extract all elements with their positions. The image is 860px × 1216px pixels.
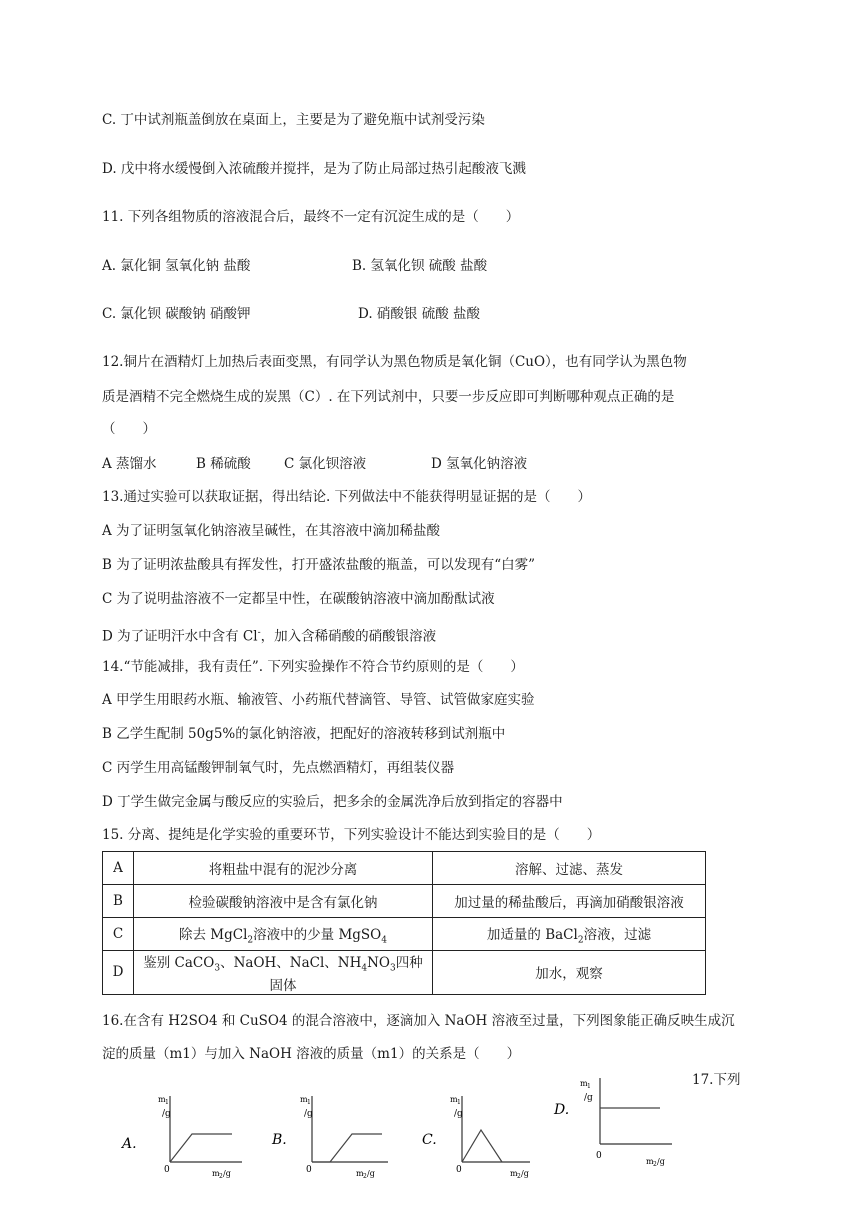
method-part: 溶液，过滤 bbox=[583, 926, 652, 943]
purpose-subscript: 3 bbox=[390, 963, 396, 974]
purpose-part: 溶液中的少量 MgSO bbox=[253, 926, 382, 943]
x-axis-label: m bbox=[212, 1169, 220, 1178]
question-14-option-d: D 丁学生做完金属与酸反应的实验后，把多余的金属洗净后放到指定的容器中 bbox=[102, 794, 563, 810]
y-axis-unit: /g bbox=[584, 1093, 593, 1103]
purpose-part: 除去 MgCl bbox=[179, 926, 248, 943]
purpose-part: 鉴别 CaCO bbox=[143, 955, 215, 971]
row-purpose bbox=[134, 951, 433, 995]
x-axis-unit: /g bbox=[367, 1169, 375, 1178]
method-subscript: 2 bbox=[577, 935, 584, 946]
purpose-subscript: 2 bbox=[247, 935, 254, 946]
row-key: C bbox=[103, 918, 134, 951]
graph-a bbox=[118, 1092, 250, 1192]
question-13-stem: 13.通过实验可以获取证据，得出结论. 下列做法中不能获得明显证据的是（ ） bbox=[102, 489, 592, 505]
curve bbox=[312, 1134, 382, 1162]
purpose-subscript: 4 bbox=[381, 935, 387, 946]
question-12-stem-line-1: 12.铜片在酒精灯上加热后表面变黑，有同学认为黑色物质是氧化铜（CuO），也有同学认为黑色物 bbox=[102, 354, 687, 370]
row-method: 加过量的稀盐酸后，再滴加硝酸银溶液 bbox=[433, 885, 706, 918]
row-key: B bbox=[103, 885, 134, 918]
y-axis-label: m bbox=[580, 1079, 588, 1088]
question-12-option-d: D 氢氧化钠溶液 bbox=[431, 456, 528, 472]
table-row bbox=[103, 885, 706, 918]
question-12-option-a: A 蒸馏水 bbox=[102, 456, 157, 472]
row-method bbox=[433, 918, 706, 951]
row-key: D bbox=[103, 951, 134, 995]
graph-label: D. bbox=[554, 1102, 570, 1118]
question-13-option-d bbox=[102, 624, 436, 646]
question-11-option-c: C. 氯化钡 碳酸钠 硝酸钾 bbox=[102, 306, 251, 322]
purpose-part: 、NaOH、NaCl、NH bbox=[220, 955, 362, 971]
question-16-stem-line-1: 16.在含有 H2SO4 和 CuSO4 的混合溶液中，逐滴加入 NaOH 溶液至过量，下列图象能正确反映生成沉 bbox=[102, 1013, 735, 1029]
y-axis-label: m bbox=[300, 1095, 308, 1104]
question-14-stem: 14.“节能减排，我有责任”. 下列实验操作不符合节约原则的是（ ） bbox=[102, 659, 524, 675]
y-axis-label-sub: 1 bbox=[307, 1099, 311, 1106]
q13d-superscript: - bbox=[257, 628, 261, 638]
purpose-part: NO bbox=[367, 955, 390, 971]
question-13-option-b: B 为了证明浓盐酸具有挥发性，打开盛浓盐酸的瓶盖，可以发现有“白雾” bbox=[102, 557, 536, 573]
question-11-option-d: D. 硝酸银 硫酸 盐酸 bbox=[358, 306, 481, 322]
question-10-option-d: D. 戊中将水缓慢倒入浓硫酸并搅拌，是为了防止局部过热引起酸液飞溅 bbox=[102, 161, 526, 177]
x-axis-label: m bbox=[646, 1157, 654, 1166]
y-axis-label: m bbox=[158, 1095, 166, 1104]
table-row bbox=[103, 918, 706, 951]
y-axis-unit: /g bbox=[454, 1109, 463, 1119]
x-axis-label-sub: 2 bbox=[517, 1173, 521, 1180]
x-axis-label-sub: 2 bbox=[219, 1173, 223, 1180]
x-axis-unit: /g bbox=[521, 1169, 529, 1178]
question-14-option-c: C 丙学生用高锰酸钾制氧气时，先点燃酒精灯，再组装仪器 bbox=[102, 760, 455, 776]
question-14-option-b: B 乙学生配制 50g5%的氯化钠溶液，把配好的溶液转移到试剂瓶中 bbox=[102, 726, 506, 742]
x-axis-label: m bbox=[510, 1169, 518, 1178]
question-10-option-c: C. 丁中试剂瓶盖倒放在桌面上，主要是为了避免瓶中试剂受污染 bbox=[102, 112, 485, 128]
question-13-option-a: A 为了证明氢氧化钠溶液呈碱性，在其溶液中滴加稀盐酸 bbox=[102, 523, 441, 539]
graph-label: C. bbox=[422, 1132, 437, 1148]
question-14-option-a: A 甲学生用眼药水瓶、输液管、小药瓶代替滴管、导管、试管做家庭实验 bbox=[102, 692, 535, 708]
question-12-option-b: B 稀硫酸 bbox=[196, 456, 251, 472]
purpose-part: 四种固体 bbox=[269, 955, 423, 994]
origin-label: 0 bbox=[306, 1165, 312, 1175]
question-12-option-c: C 氯化钡溶液 bbox=[284, 456, 367, 472]
question-17-stem-fragment: 17.下列 bbox=[692, 1072, 741, 1088]
x-axis-label-sub: 2 bbox=[653, 1161, 657, 1168]
origin-label: 0 bbox=[164, 1165, 170, 1175]
question-12-stem-line-2: 质是酒精不完全燃烧生成的炭黑（C）. 在下列试剂中，只要一步反应即可判断哪种观点正确的是 bbox=[102, 389, 675, 405]
y-axis-label: m bbox=[450, 1095, 458, 1104]
x-axis-label-sub: 2 bbox=[363, 1173, 367, 1180]
question-15-table bbox=[102, 851, 706, 995]
method-part: 加适量的 BaCl bbox=[486, 926, 578, 943]
question-13-option-c: C 为了说明盐溶液不一定都呈中性，在碳酸钠溶液中滴加酚酞试液 bbox=[102, 591, 495, 607]
row-method: 溶解、过滤、蒸发 bbox=[433, 852, 706, 885]
y-axis-unit: /g bbox=[304, 1109, 313, 1119]
purpose-subscript: 3 bbox=[214, 963, 221, 974]
row-method: 加水，观察 bbox=[433, 951, 706, 995]
table-row bbox=[103, 951, 706, 995]
origin-label: 0 bbox=[596, 1151, 602, 1161]
curve bbox=[462, 1130, 502, 1162]
q13d-text-end: ，加入含稀硝酸的硝酸银溶液 bbox=[260, 628, 437, 645]
row-key: A bbox=[103, 852, 134, 885]
y-axis-unit: /g bbox=[162, 1109, 171, 1119]
graph-label: B. bbox=[272, 1132, 287, 1148]
graph-label: A. bbox=[122, 1136, 137, 1152]
row-purpose bbox=[134, 918, 433, 951]
x-axis-unit: /g bbox=[657, 1157, 665, 1166]
graph-d bbox=[548, 1074, 680, 1174]
curve bbox=[170, 1134, 232, 1162]
question-12-stem-line-3: （ ） bbox=[102, 421, 156, 437]
origin-label: 0 bbox=[456, 1165, 462, 1175]
question-11-stem: 11. 下列各组物质的溶液混合后，最终不一定有沉淀生成的是（ ） bbox=[102, 209, 520, 225]
y-axis-label-sub: 1 bbox=[165, 1099, 169, 1106]
table-row bbox=[103, 852, 706, 885]
y-axis-label-sub: 1 bbox=[457, 1099, 461, 1106]
y-axis-label-sub: 1 bbox=[587, 1083, 591, 1090]
x-axis-label: m bbox=[356, 1169, 364, 1178]
question-11-option-a: A. 氯化铜 氢氧化钠 盐酸 bbox=[102, 258, 251, 274]
graph-b bbox=[268, 1092, 400, 1192]
row-purpose: 检验碳酸钠溶液中是含有氯化钠 bbox=[134, 885, 433, 918]
question-11-option-b: B. 氢氧化钡 硫酸 盐酸 bbox=[352, 258, 488, 274]
question-16-stem-line-2: 淀的质量（m1）与加入 NaOH 溶液的质量（m1）的关系是（ ） bbox=[102, 1046, 521, 1062]
graph-c bbox=[418, 1092, 550, 1192]
purpose-subscript: 4 bbox=[361, 963, 368, 974]
q13d-text: D 为了证明汗水中含有 Cl bbox=[102, 628, 258, 645]
x-axis-unit: /g bbox=[223, 1169, 231, 1178]
row-purpose: 将粗盐中混有的泥沙分离 bbox=[134, 852, 433, 885]
question-15-stem: 15. 分离、提纯是化学实验的重要环节，下列实验设计不能达到实验目的是（ ） bbox=[102, 827, 601, 843]
